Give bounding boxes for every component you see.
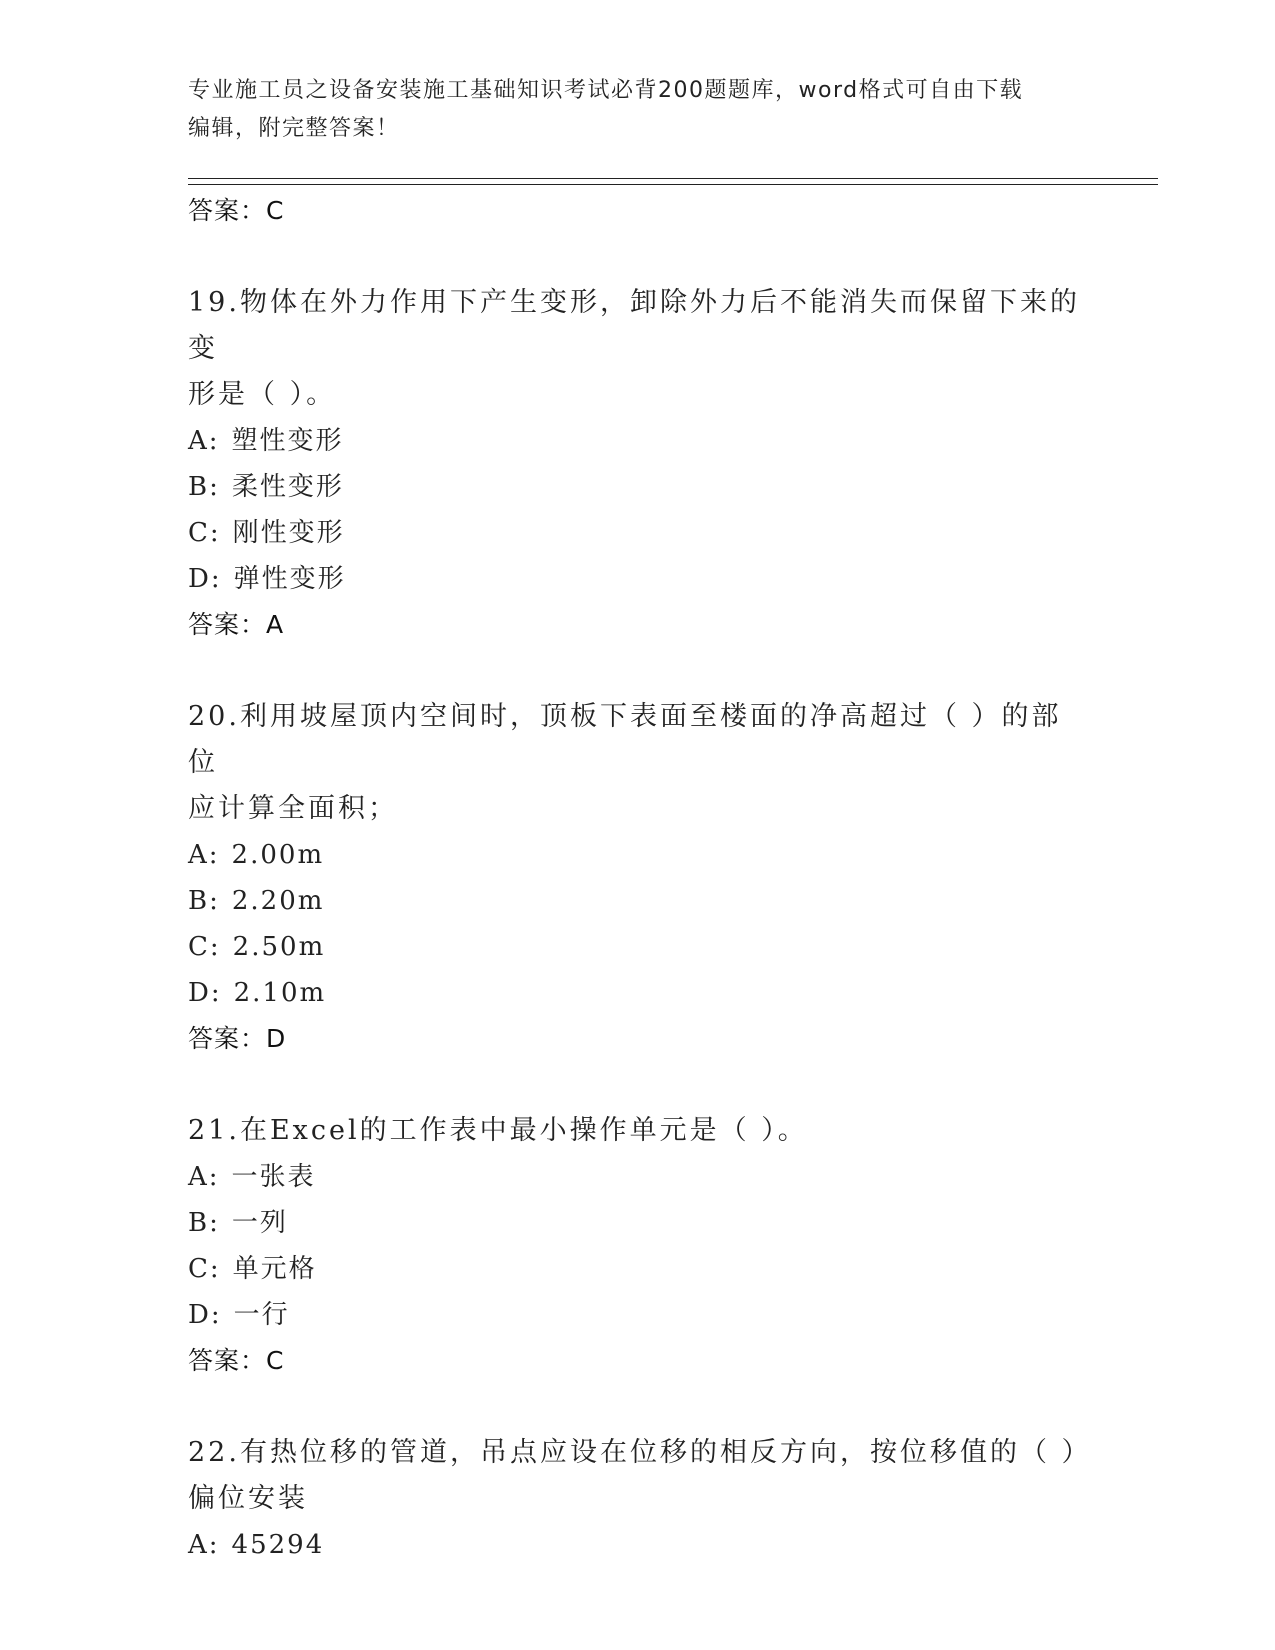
question-stem-line: 形是（ ）。 (188, 379, 337, 410)
option-letter: D (188, 564, 211, 594)
question-stem-line: 21.在Excel的工作表中最小操作单元是（ ）。 (188, 1115, 808, 1146)
header-divider-bottom (188, 184, 1158, 185)
option-letter: A (188, 840, 209, 870)
question-stem-line: 20.利用坡屋顶内空间时，顶板下表面至楼面的净高超过（ ）的部位 (188, 701, 1062, 778)
header-divider-top (188, 178, 1158, 179)
header-line-2: 编辑，附完整答案！ (188, 116, 400, 141)
option-text: 2.50m (232, 932, 326, 962)
option-a: A: 一张表 (188, 1162, 316, 1192)
option-text: 一张表 (231, 1162, 316, 1192)
question-22 (188, 1430, 1092, 1522)
option-letter: D (188, 978, 211, 1008)
option-c: C: 单元格 (188, 1254, 317, 1284)
option-c: C: 刚性变形 (188, 518, 345, 548)
question-19 (188, 280, 1088, 418)
question-answer: 答案：D (188, 1024, 287, 1053)
option-text: 塑性变形 (231, 426, 344, 456)
option-letter: D (188, 1300, 211, 1330)
option-letter: A (188, 1530, 209, 1560)
option-text: 柔性变形 (231, 472, 344, 502)
document-header (188, 72, 1088, 148)
question-20 (188, 694, 1088, 832)
document-body (188, 188, 1092, 1568)
option-d: D: 一行 (188, 1300, 290, 1330)
option-text: 2.20m (231, 886, 325, 916)
header-line-1: 专业施工员之设备安装施工基础知识考试必背200题题库，word格式可自由下载 (188, 78, 1024, 103)
option-b: B: 一列 (188, 1208, 288, 1238)
option-a: A: 塑性变形 (188, 426, 344, 456)
option-a: A: 45294 (188, 1530, 325, 1560)
option-text: 一行 (233, 1300, 290, 1330)
option-letter: C (188, 1254, 210, 1284)
option-letter: B (188, 886, 210, 916)
option-d: D: 弹性变形 (188, 564, 346, 594)
option-text: 一列 (231, 1208, 288, 1238)
option-b: B: 2.20m (188, 886, 325, 916)
option-letter: A (188, 1162, 209, 1192)
option-d: D: 2.10m (188, 978, 327, 1008)
question-answer: 答案：A (188, 610, 285, 639)
option-letter: B (188, 1208, 210, 1238)
question-stem-line: 偏位安装 (188, 1483, 308, 1514)
option-c: C: 2.50m (188, 932, 326, 962)
question-21 (188, 1108, 1088, 1154)
option-text: 45294 (231, 1530, 325, 1560)
previous-answer: 答案：C (188, 196, 285, 225)
option-text: 刚性变形 (232, 518, 345, 548)
question-stem-line: 19.物体在外力作用下产生变形，卸除外力后不能消失而保留下来的变 (188, 287, 1080, 364)
option-letter: B (188, 472, 210, 502)
option-text: 2.10m (233, 978, 327, 1008)
option-letter: C (188, 518, 210, 548)
option-text: 弹性变形 (233, 564, 346, 594)
option-text: 单元格 (232, 1254, 317, 1284)
question-stem-line: 22.有热位移的管道，吊点应设在位移的相反方向，按位移值的（ ） (188, 1437, 1092, 1468)
option-letter: C (188, 932, 210, 962)
question-answer: 答案：C (188, 1346, 285, 1375)
option-b: B: 柔性变形 (188, 472, 344, 502)
option-letter: A (188, 426, 209, 456)
option-a: A: 2.00m (188, 840, 325, 870)
question-stem-line: 应计算全面积； (188, 793, 398, 824)
option-text: 2.00m (231, 840, 325, 870)
